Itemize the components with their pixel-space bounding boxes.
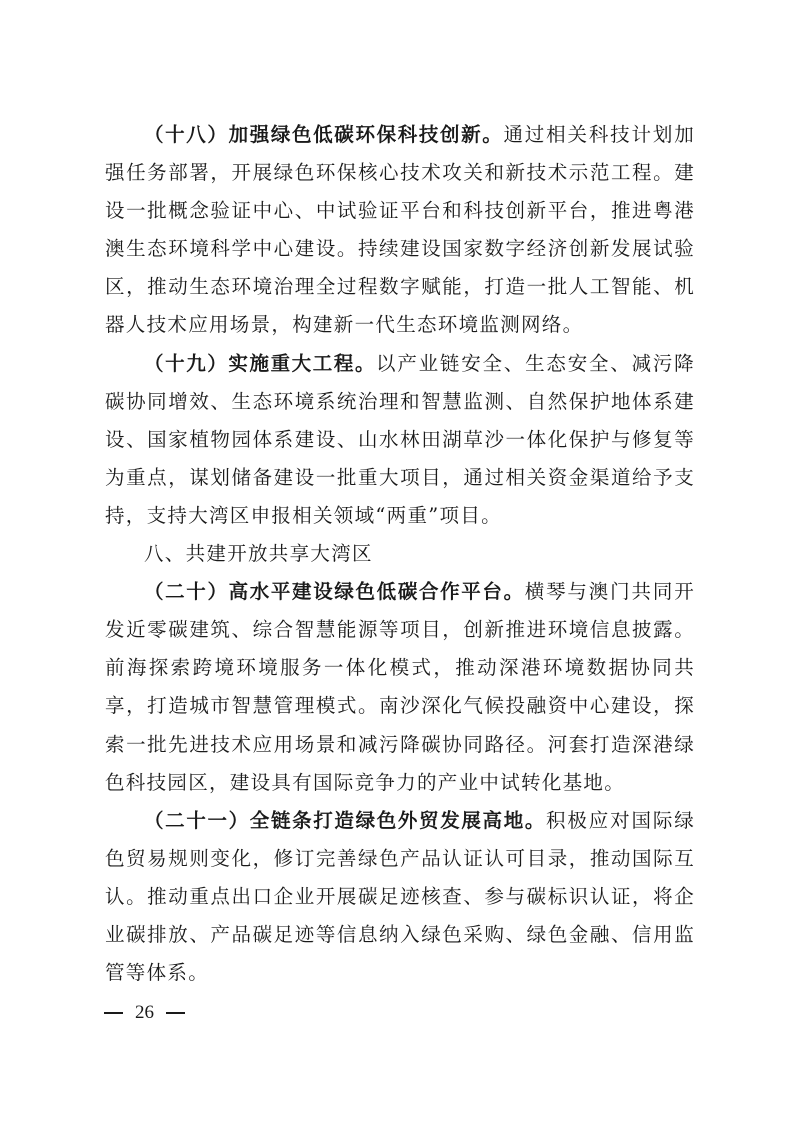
paragraph-body: 以产业链安全、生态安全、减污降碳协同增效、生态环境系统治理和智慧监测、自然保护地体系建设、国家植物园体系建设、山水林田湖草沙一体化保护与修复等为重点，谋划储备建设一批重大项目，通过相关资金渠道给予支持，支持大湾区申报相关领域“两重”项目。 (105, 351, 695, 527)
paragraph-heading: （二十）高水平建设绿色低碳合作平台。 (144, 580, 525, 604)
dash-left (104, 1012, 123, 1014)
paragraph-body: 通过相关科技计划加强任务部署，开展绿色环保核心技术攻关和新技术示范工程。建设一批概念验证中心、中试验证平台和科技创新平台，推进粤港澳生态环境科学中心建设。持续建设国家数字经济创新发展试验区，推动生态环境治理全过程数字赋能，打造一批人工智能、机器人技术应用场景，构建新一代生态环境监测网络。 (105, 123, 696, 337)
dash-right (166, 1012, 185, 1014)
body-text (105, 116, 695, 992)
page-number (104, 1000, 185, 1026)
paragraph-18 (105, 116, 695, 345)
paragraph-heading: （十九）实施重大工程。 (144, 351, 377, 375)
section-heading: 八、共建开放共享大湾区 (144, 542, 373, 566)
page-number-text: 26 (135, 1002, 154, 1023)
paragraph-20 (105, 573, 695, 802)
paragraph-heading: （十八）加强绿色低碳环保科技创新。 (144, 123, 504, 146)
paragraph-body: 积极应对国际绿色贸易规则变化，修订完善绿色产品认证认可目录，推动国际互认。推动重点出口企业开展碳足迹核查、参与碳标识认证，将企业碳排放、产品碳足迹等信息纳入绿色采购、绿色金融、信用监管等体系。 (105, 808, 695, 985)
paragraph-19 (105, 345, 695, 535)
paragraph-21 (105, 802, 695, 992)
paragraph-heading: （二十一）全链条打造绿色外贸发展高地。 (144, 808, 547, 832)
paragraph-body: 横琴与澳门共同开发近零碳建筑、综合智慧能源等项目，创新推进环境信息披露。前海探索跨境环境服务一体化模式，推动深港环境数据协同共享，打造城市智慧管理模式。南沙深化气候投融资中心建设，探索一批先进技术应用场景和减污降碳协同路径。河套打造深港绿色科技园区，建设具有国际竞争力的产业中试转化基地。 (105, 580, 695, 794)
